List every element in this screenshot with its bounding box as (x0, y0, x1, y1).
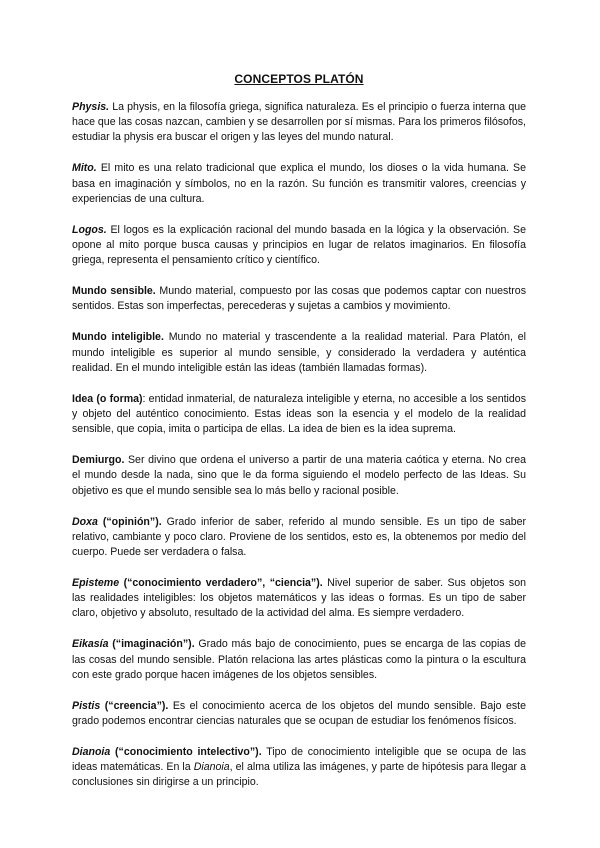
entry-mundo-sensible (72, 284, 526, 314)
term-physis: Physis. (72, 101, 110, 113)
entry-mito (72, 161, 526, 207)
definition-idea: : entidad inmaterial, de naturaleza inteligible y eterna, no accesible a los sentidos y objeto del auténtico conocimiento. Estas ideas son la esencia y el modelo de la realidad sensible, que copia, imita o participa de ellas. La idea de bien es la idea suprema. (72, 392, 526, 436)
definition-demiurgo: Ser divino que ordena el universo a partir de una materia caótica y eterna. No crea el mundo desde la nada, sino que le da forma siguiendo el modelo perfecto de las Ideas. Su objetivo es que el mundo sensible sea lo más bello y racional posible. (72, 454, 526, 497)
definition-pistis: Es el conocimiento acerca de los objetos del mundo sensible. Bajo este grado podemos encontrar ciencias naturales que se ocupan de estudiar los fenómenos físicos. (72, 699, 526, 728)
entry-idea (72, 392, 526, 438)
term-logos: Logos. (72, 223, 107, 236)
entry-physis (72, 100, 526, 146)
definition-eikasia: Grado más bajo de conocimiento, pues se encarga de las copias de las cosas del mundo sensible. Platón relaciona las artes plásticas como la pintura o la escultura con este grado porque hacen imágenes de los objetos sensibles. (72, 638, 526, 681)
definition-episteme: Nivel superior de saber. Sus objetos son las realidades inteligibles: los objetos matemáticos y las ideas o formas. Es un tipo de saber claro, objetivo y absoluto, resultado de la actividad del alma. Es siempre verdadero. (72, 577, 526, 620)
dianoia-italic-word: Dianoia (193, 761, 230, 774)
term-dianoia: Dianoia (72, 746, 111, 759)
term-dianoia-gloss: (“conocimiento intelectivo”). (110, 746, 262, 759)
term-idea: Idea (o forma) (72, 392, 143, 405)
definition-logos: El logos es la explicación racional del mundo basada en la lógica y la observación. Se opone al mito porque busca causas y principios en lugar de relatos imaginarios. En filosofía griega, representa el pensamiento crítico y científico. (72, 223, 526, 267)
term-demiurgo: Demiurgo. (72, 454, 125, 467)
term-episteme: Episteme (72, 577, 120, 590)
term-pistis: Pistis (72, 699, 101, 712)
definition-mundo-inteligible: Mundo no material y trascendente a la realidad material. Para Platón, el mundo inteligible es superior al mundo sensible, y considerado la verdadera y auténtica realidad. En el mundo inteligible están las ideas (también llamadas formas). (72, 331, 526, 374)
term-pistis-gloss: (“creencia”). (100, 699, 169, 712)
definition-physis: La physis, en la filosofía griega, significa naturaleza. Es el principio o fuerza interna que hace que las cosas nazcan, cambien y se desarrollen por sí mismas. Para los primeros filósofos, estudiar la physis era buscar el origen y las leyes del mundo natural. (72, 101, 526, 144)
entry-logos (72, 223, 526, 269)
definition-dianoia-continued: , el alma utiliza las imágenes, y parte de hipótesis para llegar a conclusiones sin dirigirse a un principio. (72, 761, 526, 789)
entry-episteme (72, 576, 526, 622)
document-page (72, 72, 526, 806)
definition-mito: El mito es una relato tradicional que explica el mundo, los dioses o la vida humana. Se basa en imaginación y símbolos, no en la razón. Su función es transmitir valores, creencias y experiencias de una cultura. (72, 162, 526, 205)
term-eikasia-gloss: (“imaginación”). (108, 638, 195, 651)
entry-dianoia (72, 745, 526, 791)
entry-doxa (72, 515, 526, 561)
term-mundo-inteligible: Mundo inteligible. (72, 331, 164, 344)
definition-mundo-sensible: Mundo material, compuesto por las cosas que podemos captar con nuestros sentidos. Estas son imperfectas, perecederas y sujetas a cambios y movimiento. (72, 285, 526, 313)
term-mundo-sensible: Mundo sensible. (72, 285, 156, 298)
definition-doxa: Grado inferior de saber, referido al mundo sensible. Es un tipo de saber relativo, cambiante y poco claro. Proviene de los sentidos, esto es, la obtenemos por medio del cuerpo. Puede ser verdadera o falsa. (72, 515, 527, 559)
page-title: CONCEPTOS PLATÓN (234, 72, 364, 86)
term-doxa: Doxa (72, 515, 98, 528)
entry-eikasia (72, 637, 526, 683)
entry-pistis (72, 699, 526, 729)
term-doxa-gloss: (“opinión”). (97, 515, 162, 528)
definition-dianoia: Tipo de conocimiento inteligible que se ocupa de las ideas matemáticas. En la (72, 746, 526, 774)
entry-mundo-inteligible (72, 330, 526, 376)
term-mito: Mito. (72, 162, 97, 175)
term-eikasia: Eikasía (72, 638, 109, 651)
entry-demiurgo (72, 453, 526, 499)
term-episteme-gloss: (“conocimiento verdadero”, “ciencia”). (119, 577, 323, 590)
